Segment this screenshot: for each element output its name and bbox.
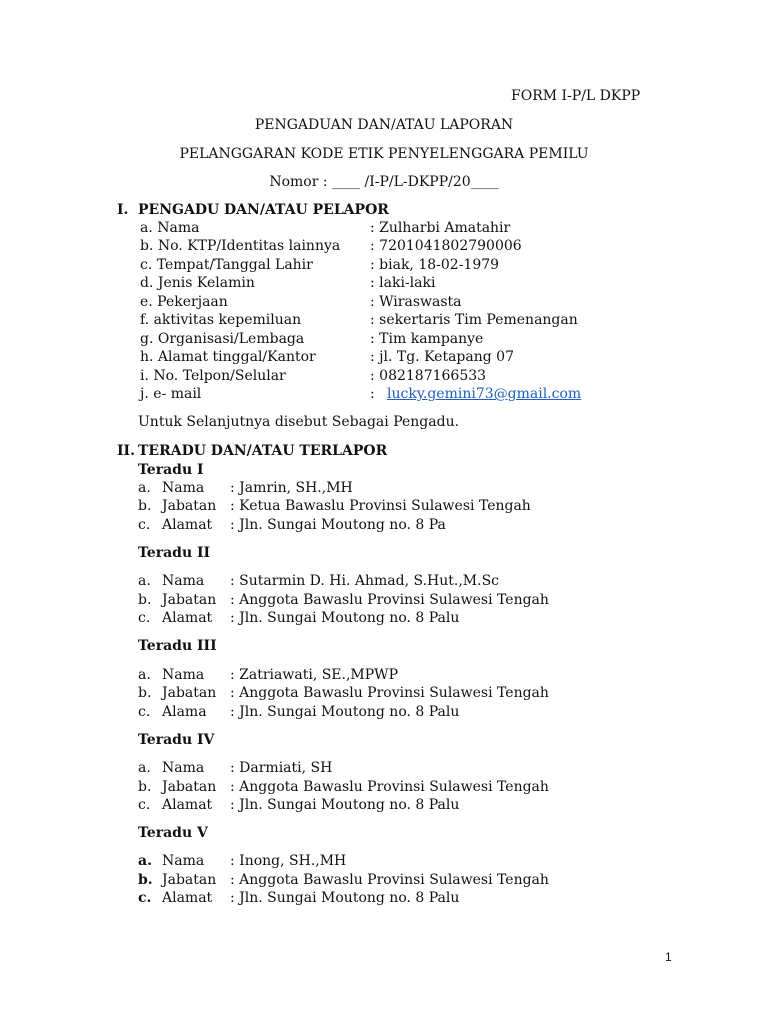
row-letter: a. [138,667,151,683]
row-value: : Anggota Bawaslu Provinsi Sulawesi Tengah [230,592,549,608]
row-label: Nama [162,853,205,869]
pengadu-label: a. Nama [140,220,200,236]
teradu-heading: Teradu II [138,545,211,561]
pengadu-value: : laki-laki [370,275,436,291]
pengadu-label: e. Pekerjaan [140,294,228,310]
row-value: : Inong, SH.,MH [230,853,347,869]
row-value: : Jln. Sungai Moutong no. 8 Pa [230,517,446,533]
row-letter: b. [138,498,152,514]
row-label: Nama [162,480,205,496]
row-letter: a. [138,853,152,869]
pengadu-value: : Tim kampanye [370,331,484,347]
row-value: : Anggota Bawaslu Provinsi Sulawesi Tengah [230,872,549,888]
teradu-heading: Teradu IV [138,732,215,748]
pengadu-label: c. Tempat/Tanggal Lahir [140,257,313,273]
row-letter: b. [138,779,152,795]
row-value: : Jln. Sungai Moutong no. 8 Palu [230,610,460,626]
pengadu-value: : sekertaris Tim Pemenangan [370,312,578,328]
row-label: Nama [162,760,205,776]
row-value: : Ketua Bawaslu Provinsi Sulawesi Tengah [230,498,531,514]
pengadu-label: b. No. KTP/Identitas lainnya [140,238,341,254]
row-letter: a. [138,480,151,496]
pengadu-value: : biak, 18-02-1979 [370,257,500,273]
row-value: : Jln. Sungai Moutong no. 8 Palu [230,797,460,813]
pengadu-value: : [370,386,375,402]
section-2-number: II. [117,443,135,459]
pengadu-value: : Zulharbi Amatahir [370,220,511,236]
row-label: Nama [162,667,205,683]
teradu-heading: Teradu V [138,825,208,841]
row-letter: a. [138,760,151,776]
title-line-2: PELANGGARAN KODE ETIK PENYELENGGARA PEMILU [179,146,589,162]
row-letter: b. [138,592,152,608]
row-letter: c. [138,890,152,906]
form-code: FORM I-P/L DKPP [511,88,641,104]
row-letter: c. [138,797,151,813]
teradu-heading: Teradu III [138,638,217,654]
row-value: : Jamrin, SH.,MH [230,480,353,496]
email-link[interactable]: lucky.gemini73@gmail.com [387,386,582,402]
row-label: Alamat [162,890,213,906]
pengadu-value: : 7201041802790006 [370,238,522,254]
row-label: Jabatan [162,498,217,514]
section-2-heading: TERADU DAN/ATAU TERLAPOR [138,443,388,459]
row-label: Jabatan [162,685,217,701]
pengadu-label: i. No. Telpon/Selular [140,368,286,384]
teradu-heading: Teradu I [138,462,204,478]
pengadu-label: f. aktivitas kepemiluan [140,312,302,328]
row-value: : Zatriawati, SE.,MPWP [230,667,398,683]
row-value: : Jln. Sungai Moutong no. 8 Palu [230,704,460,720]
row-label: Jabatan [162,872,217,888]
row-letter: b. [138,685,152,701]
row-label: Jabatan [162,779,217,795]
row-label: Alama [162,704,207,720]
row-label: Alamat [162,610,213,626]
section-1-heading: PENGADU DAN/ATAU PELAPOR [138,202,389,218]
row-value: : Sutarmin D. Hi. Ahmad, S.Hut.,M.Sc [230,573,499,589]
row-letter: c. [138,704,151,720]
pengadu-value: : Wiraswasta [370,294,462,310]
row-letter: a. [138,573,151,589]
nomor-line: Nomor : ____ /I-P/L-DKPP/20____ [269,174,499,190]
section-1-number: I. [117,202,129,218]
pengadu-value: : jl. Tg. Ketapang 07 [370,349,514,365]
row-value: : Darmiati, SH [230,760,333,776]
pengadu-label: g. Organisasi/Lembaga [140,331,305,347]
row-label: Jabatan [162,592,217,608]
pengadu-label: h. Alamat tinggal/Kantor [140,349,316,365]
pengadu-label: j. e- mail [140,386,202,402]
row-value: : Jln. Sungai Moutong no. 8 Palu [230,890,460,906]
row-letter: c. [138,517,151,533]
row-value: : Anggota Bawaslu Provinsi Sulawesi Tengah [230,779,549,795]
row-letter: c. [138,610,151,626]
row-label: Nama [162,573,205,589]
pengadu-note: Untuk Selanjutnya disebut Sebagai Pengadu. [138,414,460,430]
row-value: : Anggota Bawaslu Provinsi Sulawesi Tengah [230,685,549,701]
pengadu-value: : 082187166533 [370,368,487,384]
row-label: Alamat [162,517,213,533]
page-number: 1 [665,950,672,964]
title-line-1: PENGADUAN DAN/ATAU LAPORAN [254,117,514,133]
row-letter: b. [138,872,153,888]
row-label: Alamat [162,797,213,813]
pengadu-label: d. Jenis Kelamin [140,275,255,291]
